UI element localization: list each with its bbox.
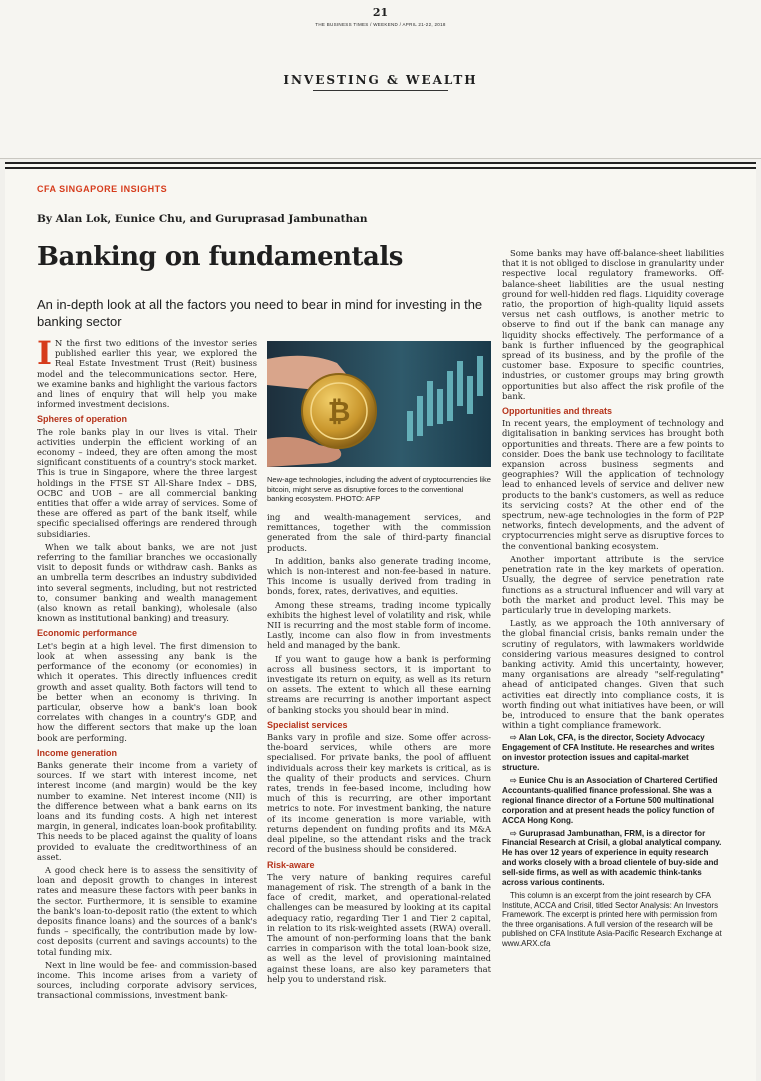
byline: By Alan Lok, Eunice Chu, and Guruprasad Jambunathan: [37, 213, 368, 225]
paragraph: When we talk about banks, we are not just referring to the familiar branches we occasionally visit to deposit funds or withdraw cash. Banks as an umbrella term describes an industry subdivided into several segments, including, but not restricted to, consumer banking and wealth management (also known as retail banking), wholesale (also known as institutional banking) and treasury.: [37, 541, 257, 624]
photo-caption: New-age technologies, including the advent of cryptocurrencies like bitcoin, might serve as disruptive forces to the conventional banking ecosystem. PHOTO: AFP: [267, 475, 491, 503]
paragraph: Banks vary in profile and size. Some offer across-the-board services, while others are more specialised. For private banks, the pool of affluent individuals across their key markets is critical, as is the quality of their products and services. Churn rates, trends in fee-based income, including how much of this is recurring, are other important metrics to note. For investment banking, the nature of its income generation is more variable, with returns dependent on funding profits and its M&A deal pipeline, so the attendant risks and the track record of the business should be considered.: [267, 732, 491, 855]
subhead-income: Income generation: [37, 747, 118, 758]
dateline: THE BUSINESS TIMES / WEEKEND / APRIL 21-22, 2018: [315, 22, 446, 27]
page-number: 21: [372, 6, 389, 19]
drop-cap: I: [37, 334, 52, 372]
paragraph: Next in line would be fee- and commission-based income. This income arises from a variety of sources, including corporate advisory services, transactional commissions, investment bank-: [37, 959, 257, 1001]
paragraph: Another important attribute is the service penetration rate in the key markets of operation. Usually, the degree of service penetration rate functions as a structural influencer and will vary at both the market and product level. This may be particularly true in developing markets.: [502, 553, 724, 615]
paragraph: Banks generate their income from a variety of sources. If we start with interest income, net interest income (and margin) would be the key number to examine. Net interest income (NII) is the difference between what a bank earns on its loans and its funding costs. A high net interest margin, in general, indicates loan-book profitability. This needs to be placed against the quality of loans provided to evaluate the creditworthiness of an asset.: [37, 759, 257, 862]
paragraph: Lastly, as we approach the 10th anniversary of the global financial crisis, banks remain under the scrutiny of regulators, with lawmakers worldwide considering various measures designed to control banking activity. Amid this uncertainty, however, many organisations are already "self-regulating" ahead of anticipated changes. Given that such activities eat directly into compliance costs, it is worth finding out what initiatives have been, or will be, introduced to ensure that the bank operates within a tight compliance framework.: [502, 618, 724, 731]
paragraph: The role banks play in our lives is vital. Their activities underpin the efficient working of an economy – indeed, they are often among the most significant constituents of a country's stock market. This is true in Singapore, where the three largest holdings in the FTSE ST All-Share Index – DBS, OCBC and UOB – are all commercial banking entities that offer a wide array of services. Some of these are offered as part of the bank itself, while specific specialised offerings are rendered through subsidiaries.: [37, 426, 257, 539]
headline: Banking on fundamentals: [37, 242, 403, 272]
svg-text:₿: ₿: [327, 395, 351, 428]
column-3: [502, 248, 724, 952]
arrow-icon: ⇨: [510, 828, 517, 838]
paragraph: Let's begin at a high level. The first dimension to look at when assessing any bank is the performance of the economy (or economies) in which it operates. This directly influences credit growth and asset quality. Both factors will tend to be better when an economy is thriving. In particular, observe how a bank's loan book correlates with changes in a country's GDP, and how the different sectors that make up the loan book are performing.: [37, 640, 257, 743]
paragraph: The very nature of banking requires careful management of risk. The strength of a bank in the face of credit, market, and operational-related challenges can be measured by looking at its capital adequacy ratio, regarding Tier 1 and Tier 2 capital, in relation to its risk-weighted assets (RWA) overall. The amount of non-performing loans that the bank carries in comparison with the total loan-book size, as well as the level of provisioning maintained against these loans, are also key parameters that help you to understand risk.: [267, 871, 491, 984]
author-bio-eunice-chu: ⇨ Eunice Chu is an Association of Chartered Certified Accountants-qualified finance professional. She was a regional finance director of a Fortune 500 multinational corporation and at present heads the policy function of ACCA Hong Kong.: [502, 775, 718, 825]
paragraph: ing and wealth-management services, and remittances, together with the commission generated from the sale of third-party financial products.: [267, 512, 491, 553]
subhead-risk: Risk-aware: [267, 859, 315, 870]
section-title: INVESTING & WEALTH: [283, 73, 478, 87]
paragraph: If you want to gauge how a bank is performing across all business sectors, it is important to investigate its return on equity, as well as its return on assets. The extent to which all these earning streams are recurring is another important aspect of banking stocks you should bear in mind.: [267, 653, 491, 715]
top-rule: [5, 167, 756, 169]
article: [5, 162, 756, 1081]
masthead: [0, 0, 761, 159]
subhead-economic: Economic performance: [37, 628, 138, 639]
paragraph: A good check here is to assess the sensitivity of loan and deposit growth to changes in interest rates and measure these factors with peer banks in the sector. Furthermore, it is sensible to examine the bank's loan-to-deposit ratio (the extent to which deposits finance loans) and the sources of a bank's funds – specifically, the contribution made by low-cost deposits (current and savings accounts) to the total funding mix.: [37, 864, 257, 957]
kicker: CFA SINGAPORE INSIGHTS: [37, 184, 168, 194]
paragraph: In recent years, the employment of technology and digitalisation in banking services has brought both opportunities and threats. There are a few points to consider. Does the bank use technology to facilitate expansion across business segments and geographies? Will the application of technology lead to enhanced levels of service and deliver new products to the bank's customers, as well as reduce its servicing costs? At the other end of the spectrum, new-age technologies in the form of P2P networks, fintech developments, and the advent of cryptocurrencies might serve as disruptive forces to the conventional banking ecosystem.: [502, 418, 724, 551]
paragraph: Among these streams, trading income typically exhibits the highest level of volatility and risk, while NII is recurring and the most stable form of income. Lastly, income can also flow in from investments held and managed by the bank.: [267, 599, 491, 651]
subhead-spheres: Spheres of operation: [37, 414, 128, 425]
section-rule: [313, 90, 448, 91]
research-note: This column is an excerpt from the joint research by CFA Institute, ACCA and Crisil, titled Sector Analysis: An Investors Framework. The excerpt is printed here with permission from the three organisations. A full version of the research will be published on CFA Institute Asia-Pacific Research Exchange at www.ARX.cfa: [502, 890, 722, 948]
column-2: [267, 512, 491, 987]
paragraph: In addition, banks also generate trading income, which is non-interest and non-fee-based in nature. This income is usually derived from trading in bonds, forex, rates, derivatives, and equities.: [267, 555, 491, 597]
arrow-icon: ⇨: [510, 733, 517, 743]
bitcoin-photo: [267, 341, 491, 467]
paragraph: Some banks may have off-balance-sheet liabilities that it is not obliged to disclose in granularity under respective local regulatory frameworks. Off-balance-sheet liabilities are the usual nesting ground for well-hidden red flags. Liquidity coverage ratio, the proportion of high-quality liquid assets versus net cash outflows, is another metric to observe to find out if the bank can manage any liquidity shocks effectively. The performance of a bank is further influenced by the geographical spread of its business, and by the profile of the customer base. Exposure to specific countries, industries, or customer groups may bring growth opportunities but also affect the risk profile of the bank.: [502, 248, 724, 401]
author-bio-alan-lok: ⇨ Alan Lok, CFA, is the director, Society Advocacy Engagement of CFA Institute. He researches and writes on investor protection issues and capital-market structure.: [502, 733, 715, 773]
column-1: [37, 334, 257, 1004]
intro-paragraph: [37, 334, 257, 410]
author-bio-guruprasad: ⇨ Guruprasad Jambunathan, FRM, is a director for Financial Research at Crisil, a global analytical company. He has over 12 years of experience in equity research and works closely with a broad clientele of buy-side and sell-side firms, as well as with academic think-tanks across various continents.: [502, 828, 722, 888]
intro-text: N the first two editions of the investor series published earlier this year, we explored the Real Estate Investment Trust (Reit) business model and the telecommunications sector. Here, we examine banks and highlight the various factors and lines of enquiry that will help you make informed investment decisions.: [37, 338, 257, 410]
subhead-opportunities: Opportunities and threats: [502, 406, 613, 417]
standfirst: An in-depth look at all the factors you need to bear in mind for investing in the banking sector: [37, 297, 483, 329]
arrow-icon: ⇨: [510, 775, 517, 785]
subhead-specialist: Specialist services: [267, 719, 348, 730]
